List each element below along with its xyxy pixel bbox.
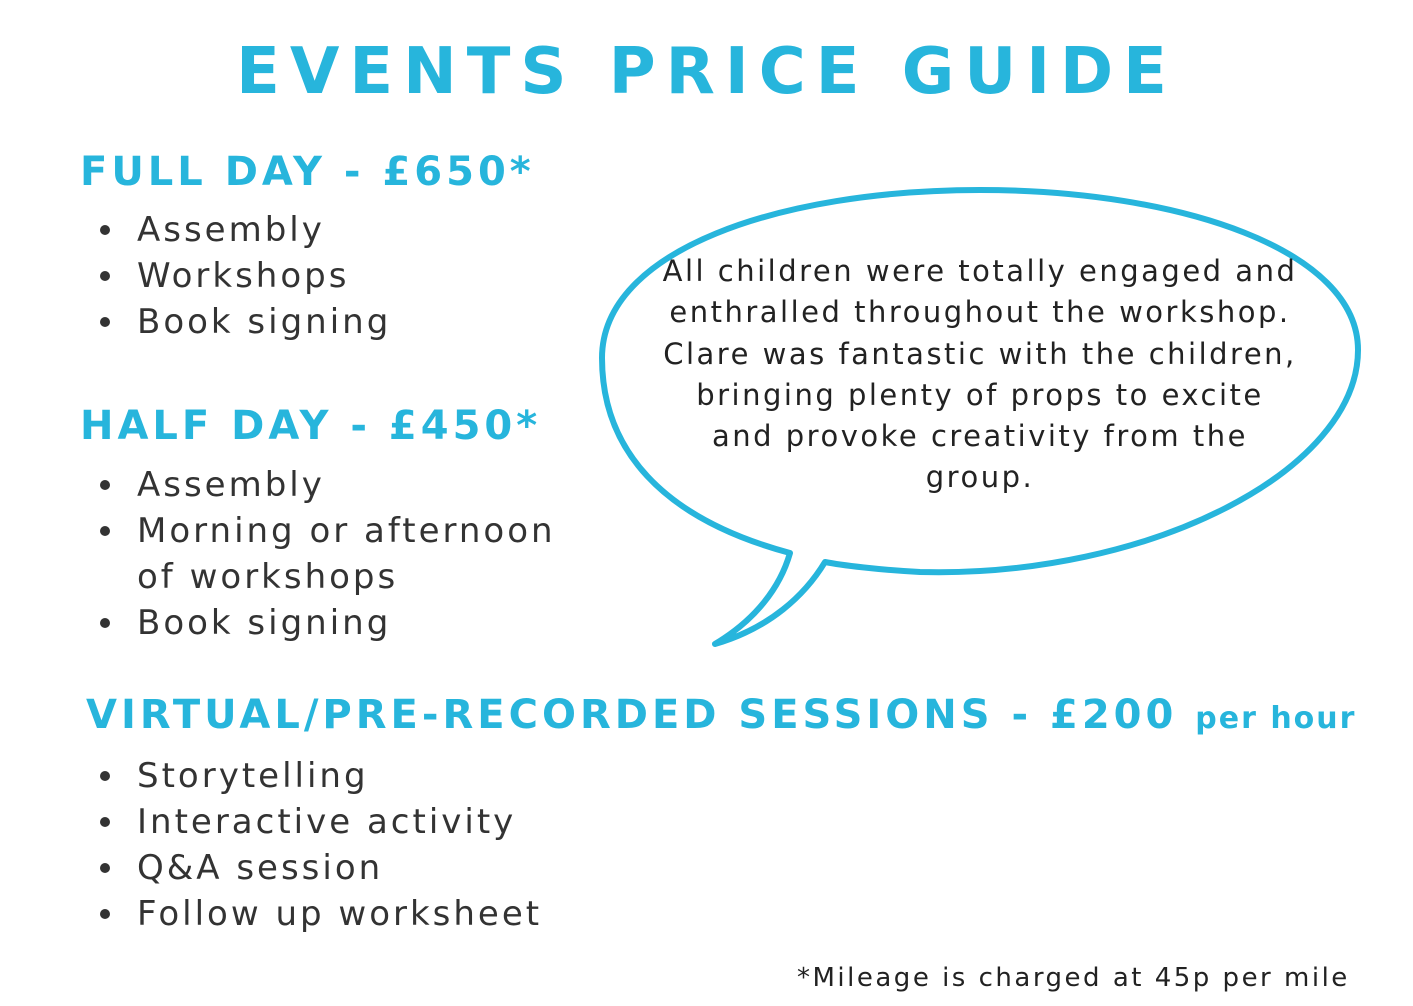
list-item-label: Follow up worksheet — [137, 894, 543, 934]
list-item — [96, 299, 391, 345]
list-item — [96, 799, 542, 845]
list-item-label: Interactive activity — [137, 802, 517, 842]
list-item-label: Q&A session — [137, 848, 384, 888]
bullet-icon — [100, 771, 110, 781]
half-day-heading: HALF DAY - £450* — [80, 403, 542, 449]
list-item — [96, 600, 596, 646]
bullet-icon — [100, 480, 110, 490]
bullet-icon — [100, 317, 110, 327]
bullet-icon — [100, 225, 110, 235]
mileage-footnote: *Mileage is charged at 45p per mile — [797, 963, 1350, 993]
list-item-label: Morning or afternoon of workshops — [137, 511, 556, 597]
virtual-sessions-list — [96, 753, 542, 937]
list-item-label: Assembly — [137, 210, 325, 250]
list-item — [96, 845, 542, 891]
bullet-icon — [100, 271, 110, 281]
full-day-heading: FULL DAY - £650* — [80, 149, 535, 195]
bullet-icon — [100, 863, 110, 873]
list-item-label: Assembly — [137, 465, 325, 505]
list-item-label: Book signing — [137, 603, 392, 643]
bullet-icon — [100, 817, 110, 827]
list-item — [96, 462, 596, 508]
bullet-icon — [100, 526, 110, 536]
full-day-list — [96, 207, 391, 345]
bullet-icon — [100, 618, 110, 628]
half-day-list — [96, 462, 596, 646]
list-item — [96, 253, 391, 299]
list-item — [96, 207, 391, 253]
page-title: EVENTS PRICE GUIDE — [236, 35, 1177, 109]
price-unit: per hour — [1195, 701, 1357, 736]
list-item — [96, 891, 542, 937]
list-item-label: Book signing — [137, 302, 392, 342]
testimonial-quote: All children were totally engaged and enthralled throughout the workshop. Clare was fantastic with the children, bringing plenty of props to excite and provoke creativity from the group. — [662, 254, 1298, 495]
bullet-icon — [100, 909, 110, 919]
virtual-sessions-heading — [86, 689, 1356, 745]
list-item-label: Workshops — [137, 256, 350, 296]
list-item — [96, 753, 542, 799]
list-item — [96, 508, 596, 600]
list-item-label: Storytelling — [137, 756, 369, 796]
virtual-sessions-heading-text: VIRTUAL/PRE-RECORDED SESSIONS - £200 — [86, 692, 1178, 738]
